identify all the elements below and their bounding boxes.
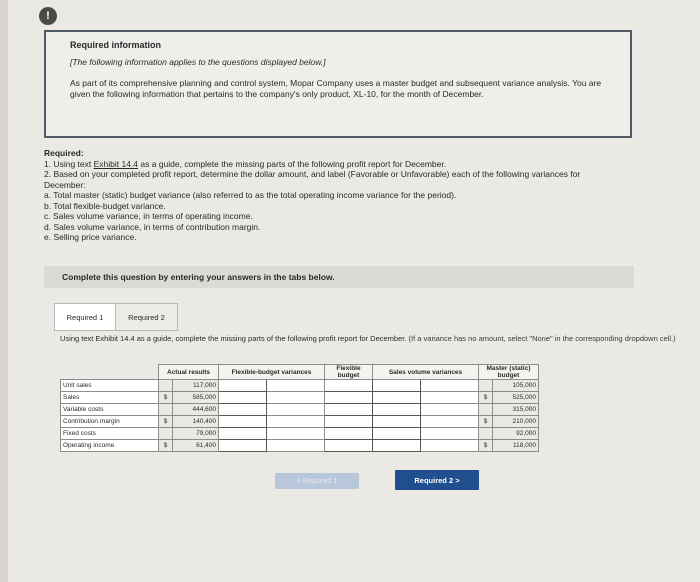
currency-symbol: $ bbox=[479, 392, 493, 404]
master-budget-value: 525,000 bbox=[493, 392, 539, 404]
master-budget-value: 118,000 bbox=[493, 440, 539, 452]
flexible-variance-dropdown[interactable] bbox=[267, 440, 325, 452]
tab-strip bbox=[54, 303, 178, 329]
panel-note: (If a variance has no amount, select "None" in the corresponding dropdown cell.) bbox=[408, 334, 676, 343]
exhibit-link[interactable]: Exhibit 14.4 bbox=[93, 158, 139, 169]
info-subtitle: [The following information applies to the questions displayed below.] bbox=[70, 57, 326, 67]
table-row bbox=[61, 392, 539, 404]
flexible-budget-input[interactable] bbox=[325, 392, 373, 404]
required-item-c: c. Sales volume variance, in terms of operating income. bbox=[44, 211, 253, 221]
profit-report-table bbox=[60, 364, 539, 452]
panel-instruction bbox=[60, 334, 688, 343]
flexible-budget-input[interactable] bbox=[325, 404, 373, 416]
flexible-variance-dropdown[interactable] bbox=[267, 380, 325, 392]
sales-volume-variance-dropdown[interactable] bbox=[421, 428, 479, 440]
currency-symbol: $ bbox=[479, 416, 493, 428]
actual-value: 61,400 bbox=[173, 440, 219, 452]
required-item-b: b. Total flexible-budget variance. bbox=[44, 200, 166, 211]
currency-symbol bbox=[159, 380, 173, 392]
header-actual-results: Actual results bbox=[159, 365, 219, 380]
required-line-1-end: as a guide, complete the missing parts of the following profit report for December. bbox=[138, 158, 447, 169]
sales-volume-variance-input[interactable] bbox=[373, 380, 421, 392]
tab-required-2[interactable]: Required 2 bbox=[116, 303, 178, 331]
sales-volume-variance-dropdown[interactable] bbox=[421, 404, 479, 416]
row-label: Variable costs bbox=[61, 404, 159, 416]
row-label: Sales bbox=[61, 392, 159, 404]
row-label: Unit sales bbox=[61, 380, 159, 392]
info-paragraph: As part of its comprehensive planning and control system, Mopar Company uses a master budget and subsequent variance analysis. You are given the following information that pertains to the company's only product, XL-10, for the month of December. bbox=[70, 78, 602, 99]
flexible-variance-input[interactable] bbox=[219, 404, 267, 416]
currency-symbol bbox=[159, 428, 173, 440]
flexible-variance-input[interactable] bbox=[219, 416, 267, 428]
currency-symbol bbox=[159, 404, 173, 416]
actual-value: 444,600 bbox=[173, 404, 219, 416]
actual-value: 585,000 bbox=[173, 392, 219, 404]
flexible-variance-input[interactable] bbox=[219, 392, 267, 404]
sales-volume-variance-input[interactable] bbox=[373, 392, 421, 404]
master-budget-value: 105,000 bbox=[493, 380, 539, 392]
flexible-variance-input[interactable] bbox=[219, 440, 267, 452]
actual-value: 117,000 bbox=[173, 380, 219, 392]
sales-volume-variance-input[interactable] bbox=[373, 428, 421, 440]
flexible-variance-dropdown[interactable] bbox=[267, 428, 325, 440]
tab-required-1[interactable]: Required 1 bbox=[54, 303, 116, 331]
flexible-budget-input[interactable] bbox=[325, 380, 373, 392]
flexible-budget-input[interactable] bbox=[325, 416, 373, 428]
table-header-row bbox=[61, 365, 539, 380]
row-label: Fixed costs bbox=[61, 428, 159, 440]
flexible-variance-input[interactable] bbox=[219, 428, 267, 440]
left-edge bbox=[0, 0, 8, 582]
currency-symbol: $ bbox=[159, 440, 173, 452]
currency-symbol bbox=[479, 380, 493, 392]
required-item-e: e. Selling price variance. bbox=[44, 232, 137, 242]
previous-required-1-button[interactable]: < Required 1 bbox=[275, 473, 359, 489]
flexible-variance-dropdown[interactable] bbox=[267, 404, 325, 416]
table-row bbox=[61, 416, 539, 428]
master-budget-value: 315,000 bbox=[493, 404, 539, 416]
required-item-d: d. Sales volume variance, in terms of contribution margin. bbox=[44, 221, 261, 232]
header-master-static-budget: Master (static) budget bbox=[479, 365, 539, 380]
sales-volume-variance-input[interactable] bbox=[373, 416, 421, 428]
header-flexible-budget-variances: Flexible-budget variances bbox=[219, 365, 325, 380]
table-row bbox=[61, 428, 539, 440]
header-sales-volume-variances: Sales volume variances bbox=[373, 365, 479, 380]
table-row bbox=[61, 440, 539, 452]
flexible-variance-dropdown[interactable] bbox=[267, 416, 325, 428]
currency-symbol bbox=[479, 404, 493, 416]
currency-symbol: $ bbox=[159, 416, 173, 428]
required-line-1-start: 1. Using text bbox=[44, 158, 94, 169]
flexible-variance-input[interactable] bbox=[219, 380, 267, 392]
info-title: Required information bbox=[70, 40, 162, 50]
sales-volume-variance-dropdown[interactable] bbox=[421, 392, 479, 404]
required-line-2: 2. Based on your completed profit report, determine the dollar amount, and label (Favorable or Unfavorable) each of the following variances for December: bbox=[44, 169, 581, 190]
sales-volume-variance-dropdown[interactable] bbox=[421, 416, 479, 428]
instruction-bar: Complete this question by entering your answers in the tabs below. bbox=[44, 266, 634, 288]
currency-symbol: $ bbox=[479, 440, 493, 452]
required-line-1 bbox=[44, 159, 624, 170]
header-flexible-budget: Flexible budget bbox=[325, 365, 373, 380]
required-heading: Required: bbox=[44, 148, 84, 158]
table-row bbox=[61, 404, 539, 416]
tab-panel bbox=[54, 330, 694, 510]
actual-value: 79,000 bbox=[173, 428, 219, 440]
sales-volume-variance-input[interactable] bbox=[373, 440, 421, 452]
next-required-2-button[interactable]: Required 2 > bbox=[395, 470, 479, 490]
sales-volume-variance-dropdown[interactable] bbox=[421, 440, 479, 452]
required-information-box bbox=[44, 30, 632, 138]
required-item-a: a. Total master (static) budget variance (also referred to as the total operating income variance for the period). bbox=[44, 190, 457, 200]
flexible-variance-dropdown[interactable] bbox=[267, 392, 325, 404]
required-section bbox=[44, 148, 624, 243]
flexible-budget-input[interactable] bbox=[325, 428, 373, 440]
row-label: Contribution margin bbox=[61, 416, 159, 428]
currency-symbol: $ bbox=[159, 392, 173, 404]
alert-icon: ! bbox=[39, 7, 57, 25]
panel-text: Using text Exhibit 14.4 as a guide, complete the missing parts of the following profit report for December. bbox=[60, 334, 407, 343]
sales-volume-variance-dropdown[interactable] bbox=[421, 380, 479, 392]
sales-volume-variance-input[interactable] bbox=[373, 404, 421, 416]
currency-symbol bbox=[479, 428, 493, 440]
flexible-budget-input[interactable] bbox=[325, 440, 373, 452]
actual-value: 140,400 bbox=[173, 416, 219, 428]
table-row bbox=[61, 380, 539, 392]
master-budget-value: 210,000 bbox=[493, 416, 539, 428]
row-label: Operating income bbox=[61, 440, 159, 452]
master-budget-value: 92,000 bbox=[493, 428, 539, 440]
